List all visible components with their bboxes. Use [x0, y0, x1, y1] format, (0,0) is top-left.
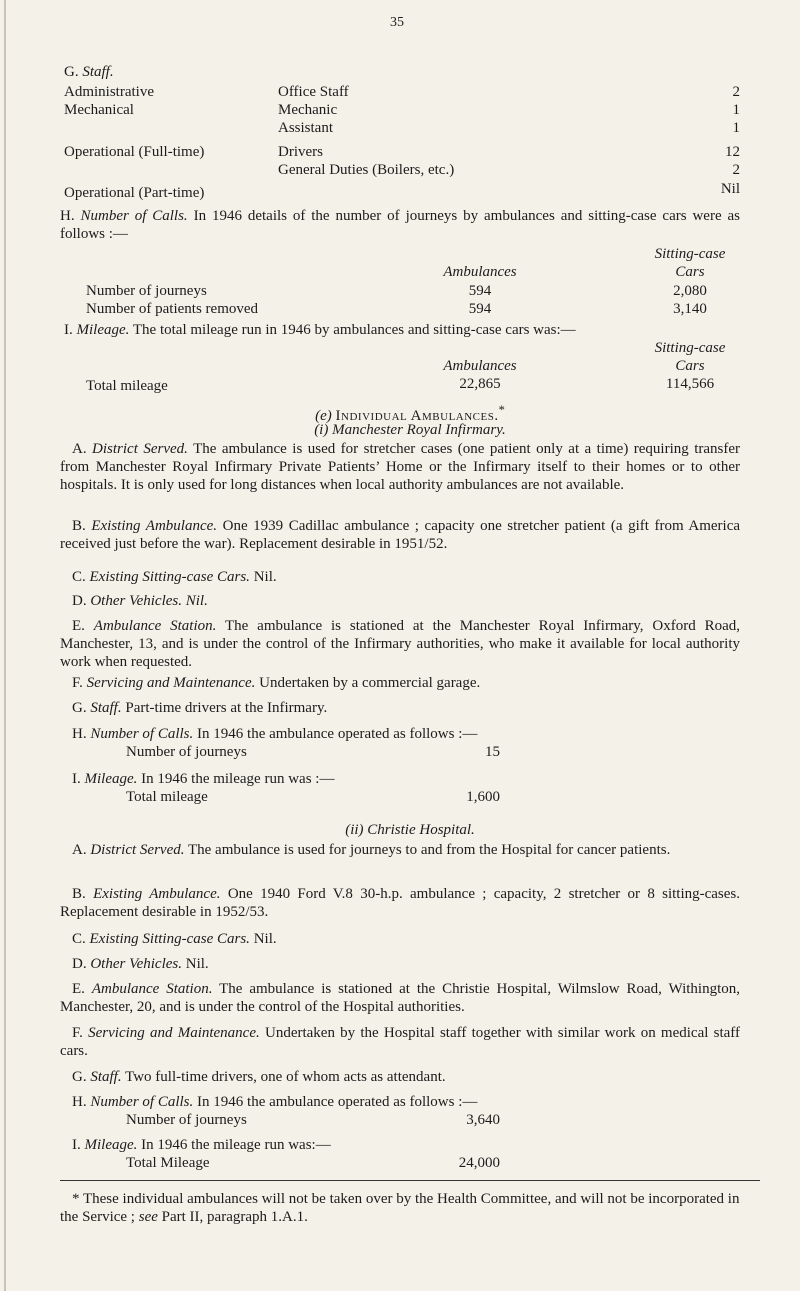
calls-row-cars: 3,140 [673, 301, 707, 317]
christie-servicing: F. Servicing and Maintenance. Undertaken by the Hospital staff together with similar work on medical staff cars. [60, 1025, 741, 1059]
footnote-rule [60, 1180, 760, 1181]
mri-existing-ambulance: B. Existing Ambulance. One 1939 Cadillac ambulance ; capacity one stretcher patient (a gift from America received just before the war). Replacement desirable in 1951/52. [60, 518, 741, 552]
christie-other-vehicles: D. Other Vehicles. Nil. [72, 956, 209, 972]
mileage-label: Total mileage [86, 378, 168, 394]
mileage-col-ambulances: Ambulances [443, 358, 517, 374]
staff-role: Assistant [278, 120, 334, 136]
mri-servicing: F. Servicing and Maintenance. Undertaken by a commercial garage. [72, 675, 481, 691]
calls-paragraph: H. Number of Calls. In 1946 details of the number of journeys by ambulances and sitting-case cars were as follows :— [60, 208, 740, 242]
page-edge [4, 0, 6, 1291]
christie-journeys-value: 3,640 [466, 1112, 500, 1128]
mri-staff: G. Staff. Part-time drivers at the Infirmary. [72, 700, 328, 716]
christie-mileage-label: Total Mileage [126, 1155, 210, 1171]
staff-role: General Duties (Boilers, etc.) [278, 162, 455, 178]
mileage-cars-value: 114,566 [665, 376, 715, 392]
calls-col-cars-line1: Sitting-case [654, 246, 726, 262]
staff-category: Mechanical [64, 102, 134, 118]
staff-count: Nil [720, 181, 740, 197]
section-e-heading: (e) Individual Ambulances.* [315, 403, 505, 424]
mri-ambulance-station: E. Ambulance Station. The ambulance is stationed at the Manchester Royal Infirmary, Oxford Road, Manchester, 13, and is under the control of the Infirmary authorities, who make it available for local authority work when requested. [60, 618, 740, 670]
christie-staff: G. Staff. Two full-time drivers, one of whom acts as attendant. [72, 1069, 446, 1085]
calls-row-ambulances: 594 [468, 301, 492, 317]
mri-mileage-value: 1,600 [466, 789, 500, 805]
staff-count: 12 [725, 144, 740, 160]
staff-category: Operational (Full-time) [64, 144, 205, 160]
mri-journeys-label: Number of journeys [126, 744, 247, 760]
mri-number-of-calls: H. Number of Calls. In 1946 the ambulance operated as follows :— [72, 726, 478, 742]
christie-mileage: I. Mileage. In 1946 the mileage run was:— [72, 1137, 331, 1153]
christie-number-of-calls: H. Number of Calls. In 1946 the ambulance operated as follows :— [72, 1094, 478, 1110]
staff-count: 2 [732, 162, 740, 178]
christie-ambulance-station: E. Ambulance Station. The ambulance is stationed at the Christie Hospital, Wilmslow Road, Withington, Manchester, 20, and is under the control of the Hospital authorities. [60, 981, 741, 1015]
staff-count: 1 [732, 102, 740, 118]
staff-role: Drivers [278, 144, 323, 160]
christie-journeys-label: Number of journeys [126, 1112, 247, 1128]
mileage-col-cars-line1: Sitting-case [654, 340, 726, 356]
mri-other-vehicles: D. Other Vehicles. Nil. [72, 593, 208, 609]
mri-title: (i) Manchester Royal Infirmary. [314, 422, 506, 438]
mileage-col-cars-line2: Cars [675, 358, 705, 374]
calls-row-cars: 2,080 [673, 283, 707, 299]
christie-mileage-value: 24,000 [458, 1155, 500, 1171]
mri-sitting-case-cars: C. Existing Sitting-case Cars. Nil. [72, 569, 277, 585]
christie-title: (ii) Christie Hospital. [345, 822, 475, 838]
staff-category: Administrative [64, 84, 154, 100]
page-number: 35 [390, 15, 404, 30]
mri-district-served: A. District Served. The ambulance is used for stretcher cases (one patient only at a time) requiring transfer from Manchester Royal Infirmary Private Patients’ Home or the Infirmary itself to their homes or to other hospitals. It is only used for long distances when local authority ambulances are not available. [60, 441, 741, 493]
calls-col-cars-line2: Cars [675, 264, 705, 280]
christie-existing-ambulance: B. Existing Ambulance. One 1940 Ford V.8 30-h.p. ambulance ; capacity, 2 stretcher or 8 sitting-cases. Replacement desirable in 1952/53. [60, 886, 741, 920]
calls-row-label: Number of journeys [86, 283, 207, 299]
mri-mileage: I. Mileage. In 1946 the mileage run was :— [72, 771, 335, 787]
mri-journeys-value: 15 [485, 744, 500, 760]
calls-row-ambulances: 594 [468, 283, 492, 299]
staff-role: Office Staff [278, 84, 349, 100]
staff-role: Mechanic [278, 102, 338, 118]
christie-district-served: A. District Served. The ambulance is used for journeys to and from the Hospital for cancer patients. [72, 842, 671, 858]
mileage-ambulances-value: 22,865 [459, 376, 501, 392]
staff-category: Operational (Part-time) [64, 185, 205, 201]
mileage-paragraph: I. Mileage. The total mileage run in 1946 by ambulances and sitting-case cars was:— [64, 322, 576, 338]
staff-count: 2 [732, 84, 740, 100]
calls-row-label: Number of patients removed [86, 301, 259, 317]
calls-col-ambulances: Ambulances [443, 264, 517, 280]
mri-mileage-label: Total mileage [126, 789, 208, 805]
footnote: * These individual ambulances will not be taken over by the Health Committee, and will not be incorporated in the Service ; see Part II, paragraph 1.A.1. [60, 1191, 740, 1225]
staff-heading: G. Staff. [64, 64, 114, 80]
christie-sitting-case-cars: C. Existing Sitting-case Cars. Nil. [72, 931, 277, 947]
staff-count: 1 [732, 120, 740, 136]
